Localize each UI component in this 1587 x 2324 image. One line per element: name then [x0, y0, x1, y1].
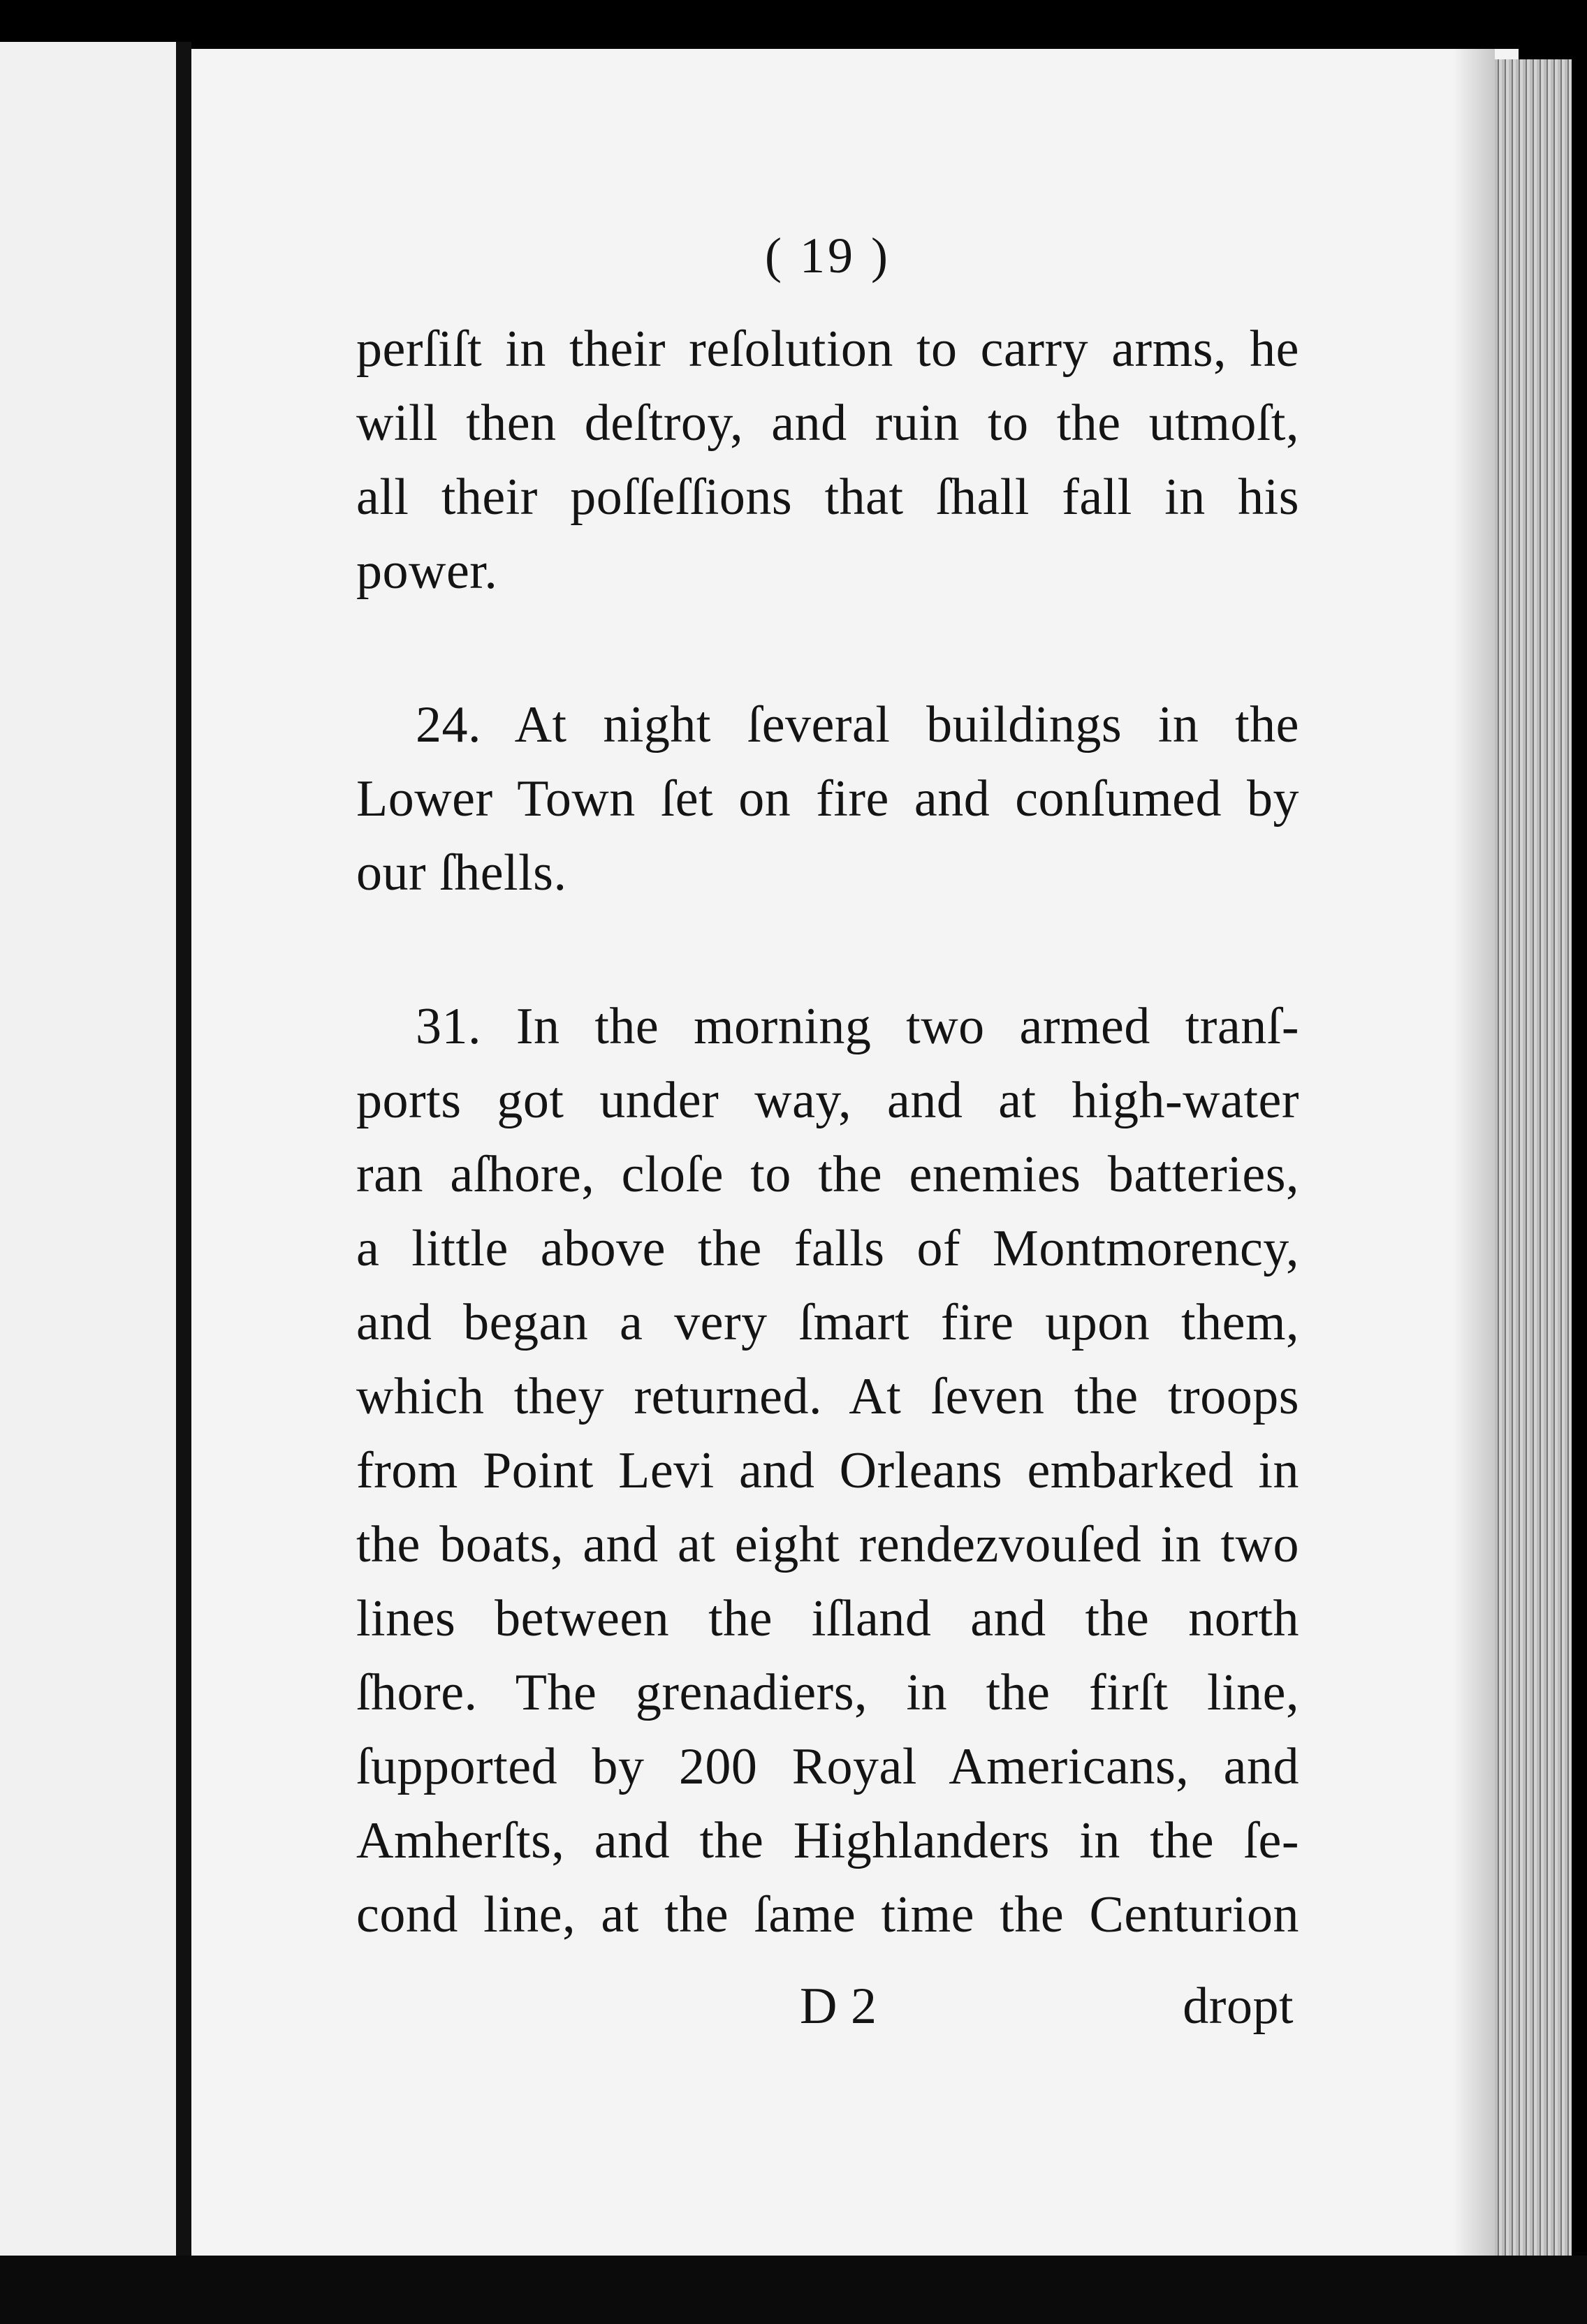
text-line: all their poſſeſſions that ſhall fall in his: [356, 469, 1299, 526]
text-line: and began a very ſmart fire upon them,: [356, 1294, 1299, 1351]
text-line: 24. At night ſeveral buildings in the: [416, 696, 1299, 753]
text-line: Amherſts, and the Highlanders in the ſe-: [356, 1812, 1299, 1869]
scan-bottom-border: [0, 2256, 1587, 2324]
left-page-edge: [0, 42, 183, 2256]
text-line: lines between the iſland and the north: [356, 1590, 1299, 1647]
text-line: ſhore. The grenadiers, in the firſt line,: [356, 1664, 1299, 1721]
text-line: a little above the falls of Montmorency,: [356, 1220, 1299, 1277]
text-line: will then deſtroy, and ruin to the utmoſt,: [356, 395, 1299, 452]
text-line: cond line, at the ſame time the Centurion: [356, 1886, 1299, 1943]
book-gutter: [176, 42, 191, 2256]
catchword: dropt: [1183, 1978, 1294, 2035]
page-shadow: [1453, 49, 1495, 2256]
text-line: from Point Levi and Orleans embarked in: [356, 1442, 1299, 1499]
signature-mark: D 2: [800, 1978, 877, 2035]
text-line: ſupported by 200 Royal Americans, and: [356, 1738, 1299, 1795]
page-edges: [1495, 59, 1572, 2256]
text-line: ran aſhore, cloſe to the enemies batteries,: [356, 1146, 1299, 1203]
text-line: perſiſt in their reſolution to carry arms, he: [356, 321, 1299, 378]
text-line: ports got under way, and at high-water: [356, 1072, 1299, 1129]
text-line: the boats, and at eight rendezvouſed in two: [356, 1516, 1299, 1573]
text-line: our ſhells.: [356, 844, 567, 902]
page-number: ( 19 ): [765, 228, 891, 284]
text-line: power.: [356, 543, 498, 600]
text-line: which they returned. At ſeven the troops: [356, 1368, 1299, 1425]
text-line: 31. In the morning two armed tranſ-: [416, 998, 1299, 1055]
text-line: Lower Town ſet on fire and conſumed by: [356, 770, 1299, 828]
page-footer: [356, 1975, 1299, 2038]
